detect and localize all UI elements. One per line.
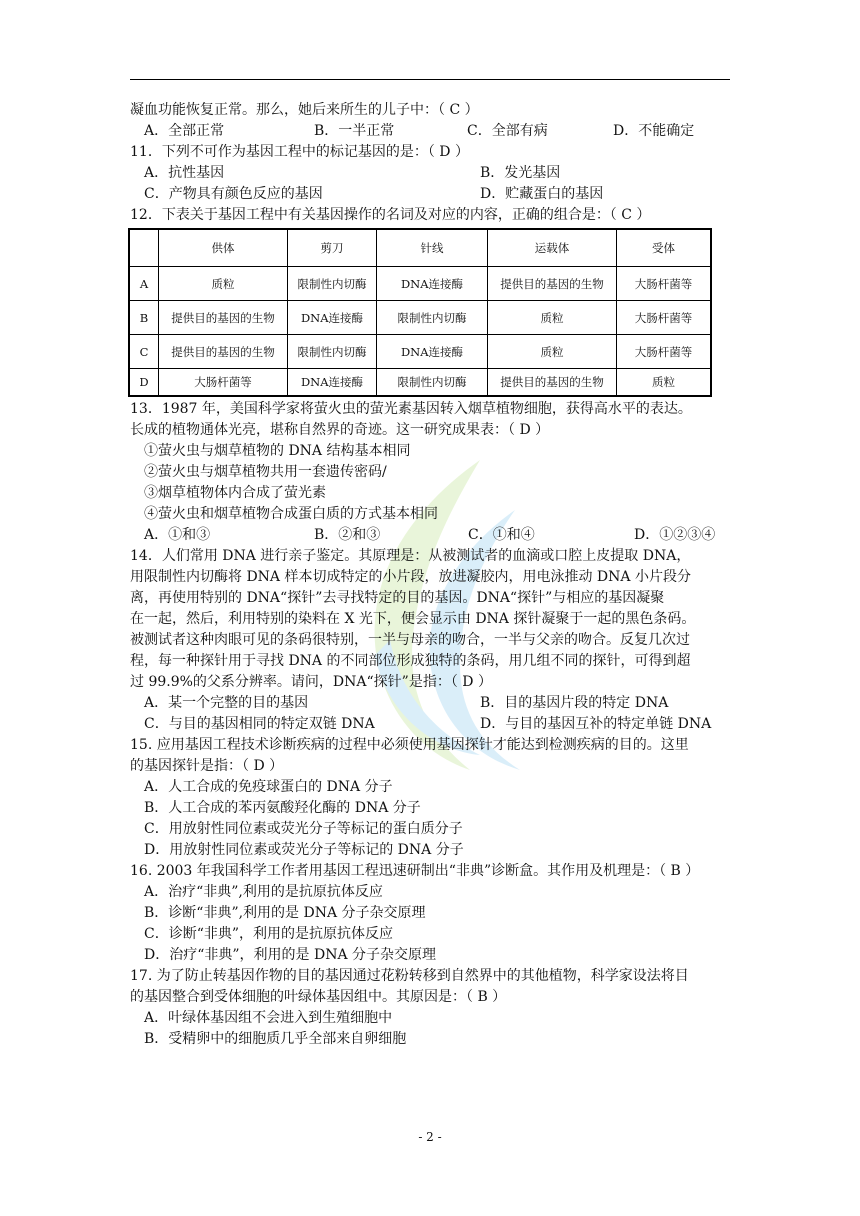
- q10-option-a: A．全部正常: [144, 123, 225, 139]
- page-number: - 2 -: [418, 1130, 442, 1144]
- q11-stem: 11．下列不可作为基因工程中的标记基因的是：（ D ）: [130, 144, 469, 160]
- table-row: [129, 335, 711, 369]
- table-cell: DNA连接酶: [288, 301, 377, 335]
- q14-stem-line: 离，再使用特别的 DNA“探针”去寻找特定的目的基因。DNA“探针”与相应的基因凝聚: [130, 590, 665, 606]
- q15-option: C．用放射性同位素或荧光分子等标记的蛋白质分子: [144, 821, 463, 837]
- q10-option-b: B．一半正常: [314, 123, 395, 139]
- q13-item: ①萤火虫与烟草植物的 DNA 结构基本相同: [144, 443, 411, 459]
- table-cell: B: [129, 301, 159, 335]
- table-cell: C: [129, 335, 159, 369]
- q11-options-row1: [130, 163, 730, 184]
- q14-options-row1: [130, 693, 730, 714]
- header-rule: [130, 79, 730, 80]
- q13-stem-line: 长成的植物通体光亮，堪称自然界的奇迹。这一研究成果表：（ D ）: [130, 422, 550, 438]
- table-cell: 大肠杆菌等: [617, 301, 712, 335]
- q16-option: C．诊断“非典”，利用的是抗原抗体反应: [144, 926, 394, 942]
- q16-option: A．治疗“非典”,利用的是抗原抗体反应: [144, 884, 383, 900]
- q16-option: B．诊断“非典”,利用的是 DNA 分子杂交原理: [144, 905, 426, 921]
- table-cell: 质粒: [159, 267, 288, 301]
- q13-options: [130, 525, 730, 546]
- q13-option-c: C．①和④: [468, 527, 535, 543]
- table-cell: 质粒: [488, 335, 617, 369]
- table-header-cell: 运载体: [488, 229, 617, 267]
- table-header-cell: 针线: [377, 229, 488, 267]
- table-cell: 限制性内切酶: [377, 369, 488, 397]
- table-row: [129, 267, 711, 301]
- q11-option-d: D．贮藏蛋白的基因: [480, 186, 604, 202]
- q11-option-b: B．发光基因: [480, 165, 561, 181]
- table-cell: A: [129, 267, 159, 301]
- table-cell: 大肠杆菌等: [159, 369, 288, 397]
- question-content: [130, 100, 730, 1050]
- q14-stem-line: 14．人们常用 DNA 进行亲子鉴定。其原理是：从被测试者的血滴或口腔上皮提取 DNA，: [130, 548, 691, 564]
- table-cell: D: [129, 369, 159, 397]
- table-cell: 限制性内切酶: [288, 335, 377, 369]
- table-cell: 大肠杆菌等: [617, 267, 712, 301]
- q11-option-c: C．产物具有颜色反应的基因: [144, 186, 323, 202]
- q12-table: [128, 228, 712, 397]
- table-header-cell: [129, 229, 159, 267]
- q10-option-d: D．不能确定: [613, 123, 695, 139]
- q14-stem-line: 用限制性内切酶将 DNA 样本切成特定的小片段，放进凝胶内，用电泳推动 DNA 小片段分: [130, 569, 691, 585]
- q14-options-row2: [130, 714, 730, 735]
- table-cell: 质粒: [617, 369, 712, 397]
- q15-option: A．人工合成的免疫球蛋白的 DNA 分子: [144, 779, 393, 795]
- table-cell: 限制性内切酶: [288, 267, 377, 301]
- q10-options: [130, 121, 730, 142]
- q13-item: ③烟草植物体内合成了萤光素: [144, 485, 326, 501]
- table-header-row: [129, 229, 711, 267]
- q14-stem-line: 程，每一种探针用于寻找 DNA 的不同部位形成独特的条码，用几组不同的探针，可得到超: [130, 653, 691, 669]
- q14-option-b: B．目的基因片段的特定 DNA: [480, 695, 669, 711]
- table-cell: 提供目的基因的生物: [159, 301, 288, 335]
- q12-stem: 12．下表关于基因工程中有关基因操作的名词及对应的内容，正确的组合是：（ C ）: [130, 207, 651, 223]
- q17-stem-line: 的基因整合到受体细胞的叶绿体基因组中。其原因是：（ B ）: [130, 989, 507, 1005]
- q13-option-a: A．①和③: [144, 527, 211, 543]
- q13-item: ②萤火虫与烟草植物共用一套遗传密码/: [144, 464, 387, 480]
- q17-option: B．受精卵中的细胞质几乎全部来自卵细胞: [144, 1031, 407, 1047]
- table-cell: 提供目的基因的生物: [159, 335, 288, 369]
- table-cell: DNA连接酶: [377, 335, 488, 369]
- table-cell: 提供目的基因的生物: [488, 267, 617, 301]
- table-cell: 提供目的基因的生物: [488, 369, 617, 397]
- table-header-cell: 供体: [159, 229, 288, 267]
- q14-option-d: D．与目的基因互补的特定单链 DNA: [480, 716, 712, 732]
- q13-stem-line: 13．1987 年，美国科学家将萤火虫的萤光素基因转入烟草植物细胞，获得高水平的表达。: [130, 401, 692, 417]
- q10-option-c: C．全部有病: [467, 123, 548, 139]
- q17-stem-line: 17. 为了防止转基因作物的目的基因通过花粉转移到自然界中的其他植物，科学家设法将目: [130, 968, 689, 984]
- table-cell: 质粒: [488, 301, 617, 335]
- table-row: [129, 369, 711, 397]
- q17-option: A．叶绿体基因组不会进入到生殖细胞中: [144, 1010, 393, 1026]
- q13-option-d: D．①②③④: [634, 527, 716, 543]
- q15-option: B．人工合成的苯丙氨酸羟化酶的 DNA 分子: [144, 800, 421, 816]
- q15-option: D．用放射性同位素或荧光分子等标记的 DNA 分子: [144, 842, 464, 858]
- q11-option-a: A．抗性基因: [144, 165, 225, 181]
- q14-option-a: A．某一个完整的目的基因: [144, 695, 309, 711]
- q16-stem: 16. 2003 年我国科学工作者用基因工程迅速研制出“非典”诊断盒。其作用及机理是：（ B ）: [130, 863, 700, 879]
- q13-item: ④萤火虫和烟草植物合成蛋白质的方式基本相同: [144, 506, 438, 522]
- table-cell: DNA连接酶: [377, 267, 488, 301]
- table-cell: 限制性内切酶: [377, 301, 488, 335]
- table-header-cell: 剪刀: [288, 229, 377, 267]
- q11-options-row2: [130, 184, 730, 205]
- q15-stem-line: 15. 应用基因工程技术诊断疾病的过程中必须使用基因探针才能达到检测疾病的目的。这里: [130, 737, 689, 753]
- q13-option-b: B．②和③: [314, 527, 381, 543]
- q14-option-c: C．与目的基因相同的特定双链 DNA: [144, 716, 375, 732]
- table-header-cell: 受体: [617, 229, 712, 267]
- q14-stem-line: 在一起，然后，利用特别的染料在 X 光下，便会显示由 DNA 探针凝聚于一起的黑色条码。: [130, 611, 696, 627]
- q10-tail: 凝血功能恢复正常。那么，她后来所生的儿子中：（ C ）: [130, 102, 479, 118]
- q16-option: D．治疗“非典”，利用的是 DNA 分子杂交原理: [144, 947, 437, 963]
- q14-stem-line: 被测试者这种肉眼可见的条码很特别，一半与母亲的吻合，一半与父亲的吻合。反复几次过: [130, 632, 690, 648]
- q14-stem-line: 过 99.9%的父系分辨率。请问，DNA“探针”是指：（ D ）: [130, 674, 492, 690]
- q15-stem-line: 的基因探针是指：（ D ）: [130, 758, 284, 774]
- table-cell: DNA连接酶: [288, 369, 377, 397]
- table-row: [129, 301, 711, 335]
- table-cell: 大肠杆菌等: [617, 335, 712, 369]
